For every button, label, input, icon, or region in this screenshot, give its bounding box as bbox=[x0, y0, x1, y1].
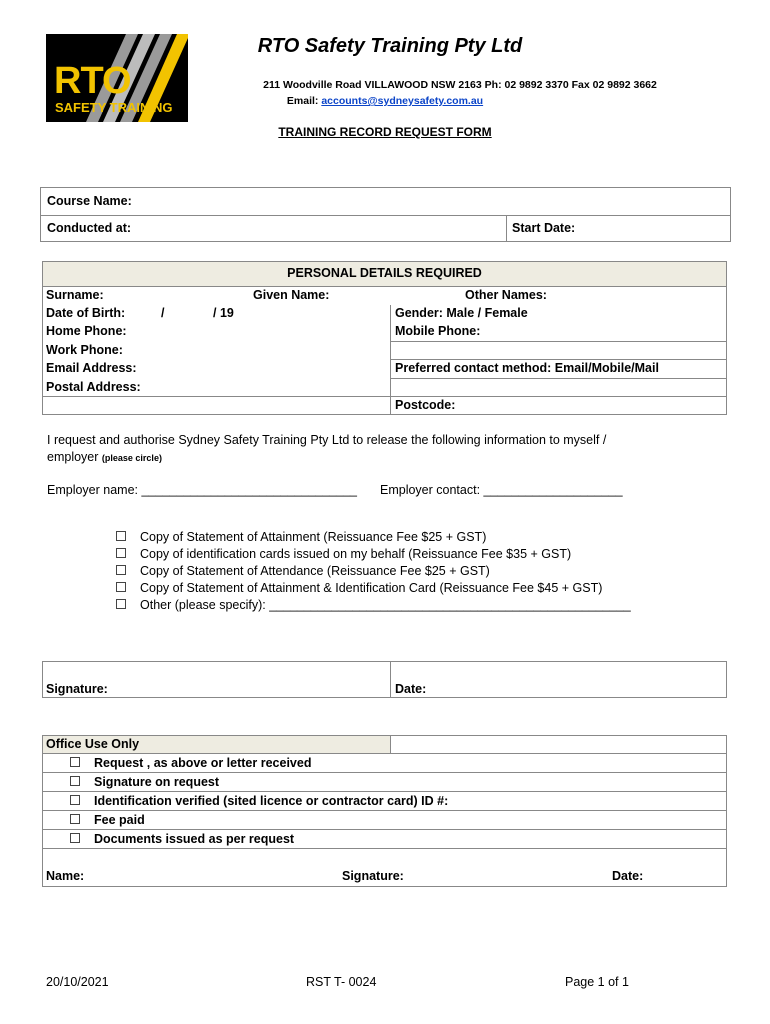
employer-name-field: Employer name: _______________________________ bbox=[47, 483, 357, 497]
option-item[interactable]: Copy of Statement of Attainment (Reissuance Fee $25 + GST) bbox=[116, 530, 631, 547]
footer-code: RST T- 0024 bbox=[306, 975, 377, 989]
authorise-line-1: I request and authorise Sydney Safety Training Pty Ltd to release the following information to myself / bbox=[47, 433, 607, 447]
dob-separator-1: / bbox=[161, 306, 165, 320]
office-use-box bbox=[42, 735, 727, 887]
checkbox-icon[interactable] bbox=[116, 582, 126, 592]
course-name-label: Course Name: bbox=[47, 194, 132, 208]
conducted-at-label: Conducted at: bbox=[47, 221, 132, 235]
logo-text: RTO bbox=[54, 60, 131, 102]
office-item[interactable]: Request , as above or letter received bbox=[70, 756, 311, 770]
option-item[interactable]: Other (please specify): ____________________________________________________ bbox=[116, 598, 631, 615]
company-logo bbox=[46, 34, 188, 122]
company-email bbox=[200, 95, 570, 107]
email-link[interactable]: accounts@sydneysafety.com.au bbox=[321, 95, 484, 107]
office-item[interactable]: Signature on request bbox=[70, 775, 219, 789]
email-label: Email: bbox=[286, 95, 319, 107]
personal-details-heading: PERSONAL DETAILS REQUIRED bbox=[287, 266, 482, 280]
office-item[interactable]: Identification verified (sited licence or contractor card) ID #: bbox=[70, 794, 448, 808]
surname-label: Surname: bbox=[46, 288, 104, 302]
signature-box bbox=[42, 661, 727, 698]
option-item[interactable]: Copy of Statement of Attainment & Identification Card (Reissuance Fee $45 + GST) bbox=[116, 581, 631, 598]
option-item[interactable]: Copy of Statement of Attendance (Reissuance Fee $25 + GST) bbox=[116, 564, 631, 581]
employer-word: employer bbox=[47, 450, 99, 464]
personal-details-box bbox=[42, 261, 727, 415]
footer-page: Page 1 of 1 bbox=[565, 975, 629, 989]
checkbox-icon[interactable] bbox=[70, 795, 80, 805]
postcode-label: Postcode: bbox=[395, 398, 456, 412]
checkbox-icon[interactable] bbox=[116, 548, 126, 558]
office-item[interactable]: Documents issued as per request bbox=[70, 832, 294, 846]
option-item[interactable]: Copy of identification cards issued on my behalf (Reissuance Fee $35 + GST) bbox=[116, 547, 631, 564]
company-address: 211 Woodville Road VILLAWOOD NSW 2163 Ph: 02 9892 3370 Fax 02 9892 3662 bbox=[263, 79, 657, 91]
company-name: RTO Safety Training Pty Ltd bbox=[257, 35, 523, 57]
office-name-label: Name: bbox=[46, 869, 85, 883]
postal-address-label: Postal Address: bbox=[46, 380, 141, 394]
given-name-label: Given Name: bbox=[253, 288, 330, 302]
footer-date: 20/10/2021 bbox=[46, 975, 109, 989]
office-signature-label: Signature: bbox=[342, 869, 404, 883]
office-date-label: Date: bbox=[612, 869, 644, 883]
authorise-line-2 bbox=[47, 450, 162, 464]
email-address-label: Email Address: bbox=[46, 361, 137, 375]
logo-subtext: SAFETY TRAINING bbox=[55, 100, 173, 115]
dob-label: Date of Birth: bbox=[46, 306, 126, 320]
preferred-contact-label: Preferred contact method: Email/Mobile/Mail bbox=[395, 361, 659, 375]
dob-separator-2: / 19 bbox=[213, 306, 234, 320]
work-phone-label: Work Phone: bbox=[46, 343, 123, 357]
checkbox-icon[interactable] bbox=[70, 757, 80, 767]
course-box bbox=[40, 187, 731, 242]
checkbox-icon[interactable] bbox=[116, 599, 126, 609]
office-use-heading: Office Use Only bbox=[46, 737, 140, 751]
office-item[interactable]: Fee paid bbox=[70, 813, 145, 827]
gender-label: Gender: Male / Female bbox=[395, 306, 528, 320]
mobile-phone-label: Mobile Phone: bbox=[395, 324, 481, 338]
home-phone-label: Home Phone: bbox=[46, 324, 127, 338]
checkbox-icon[interactable] bbox=[70, 833, 80, 843]
start-date-label: Start Date: bbox=[512, 221, 576, 235]
other-names-label: Other Names: bbox=[465, 288, 547, 302]
request-options-list bbox=[116, 530, 631, 615]
checkbox-icon[interactable] bbox=[70, 814, 80, 824]
form-title: TRAINING RECORD REQUEST FORM bbox=[278, 125, 492, 139]
checkbox-icon[interactable] bbox=[116, 531, 126, 541]
checkbox-icon[interactable] bbox=[116, 565, 126, 575]
please-circle-note: (please circle) bbox=[101, 453, 162, 463]
checkbox-icon[interactable] bbox=[70, 776, 80, 786]
employer-contact-field: Employer contact: ____________________ bbox=[380, 483, 623, 497]
signature-label: Signature: bbox=[46, 682, 108, 696]
date-label: Date: bbox=[395, 682, 427, 696]
